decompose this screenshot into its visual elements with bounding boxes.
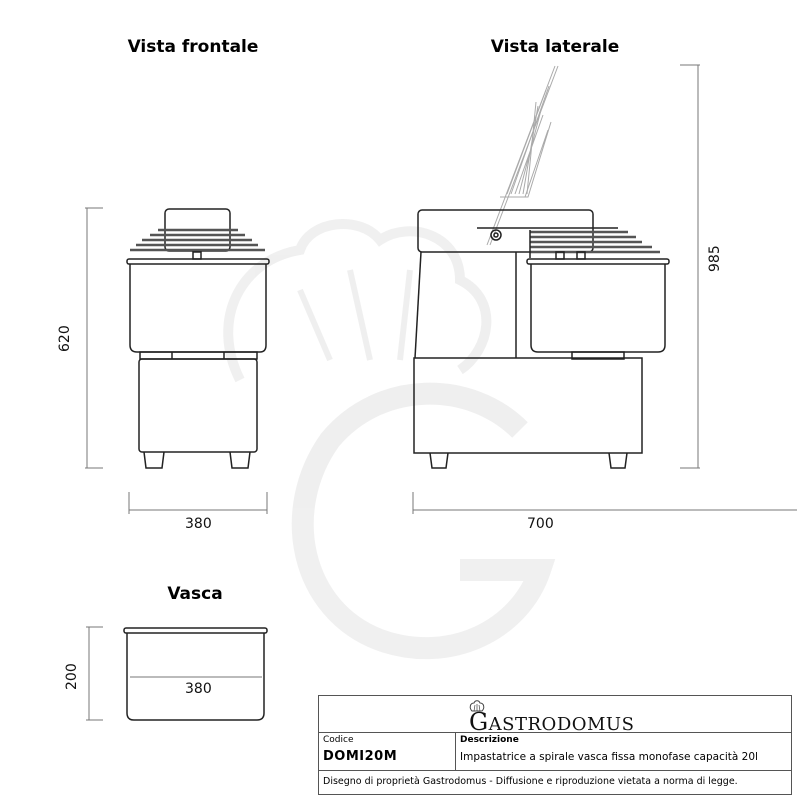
- code-value: DOMI20M: [323, 749, 398, 764]
- description-cell: [456, 732, 791, 770]
- watermark-chef-hat-icon: [228, 224, 540, 648]
- code-label: Codice: [323, 735, 354, 745]
- bowl-view-title: Vasca: [167, 584, 223, 604]
- title-block: [318, 695, 792, 795]
- bowl-width-dimension: 380: [185, 681, 212, 697]
- description-label: Descrizione: [460, 735, 519, 745]
- side-view-title: Vista laterale: [490, 37, 620, 57]
- front-view-drawing: [127, 209, 269, 468]
- side-width-dimension: 700: [527, 516, 554, 532]
- bowl-dimension-lines: [86, 627, 262, 720]
- bowl-height-dimension: 200: [64, 663, 80, 690]
- side-height-dimension: 985: [707, 245, 723, 272]
- front-height-dimension: 620: [57, 325, 73, 352]
- side-view-drawing: [414, 66, 669, 468]
- brand-name: GASTRODOMUS: [469, 708, 635, 736]
- brand-logo-area: [319, 696, 791, 736]
- front-view-title: Vista frontale: [127, 37, 259, 57]
- code-cell: [319, 732, 456, 770]
- title-block-info-row: [319, 732, 791, 771]
- description-value: Impastatrice a spirale vasca fissa monofase capacità 20l: [460, 751, 758, 763]
- front-width-dimension: 380: [185, 516, 212, 532]
- copyright-footer: Disegno di proprietà Gastrodomus - Diffusione e riproduzione vietata a norma di legge.: [323, 776, 738, 787]
- bowl-view-drawing: [124, 628, 267, 720]
